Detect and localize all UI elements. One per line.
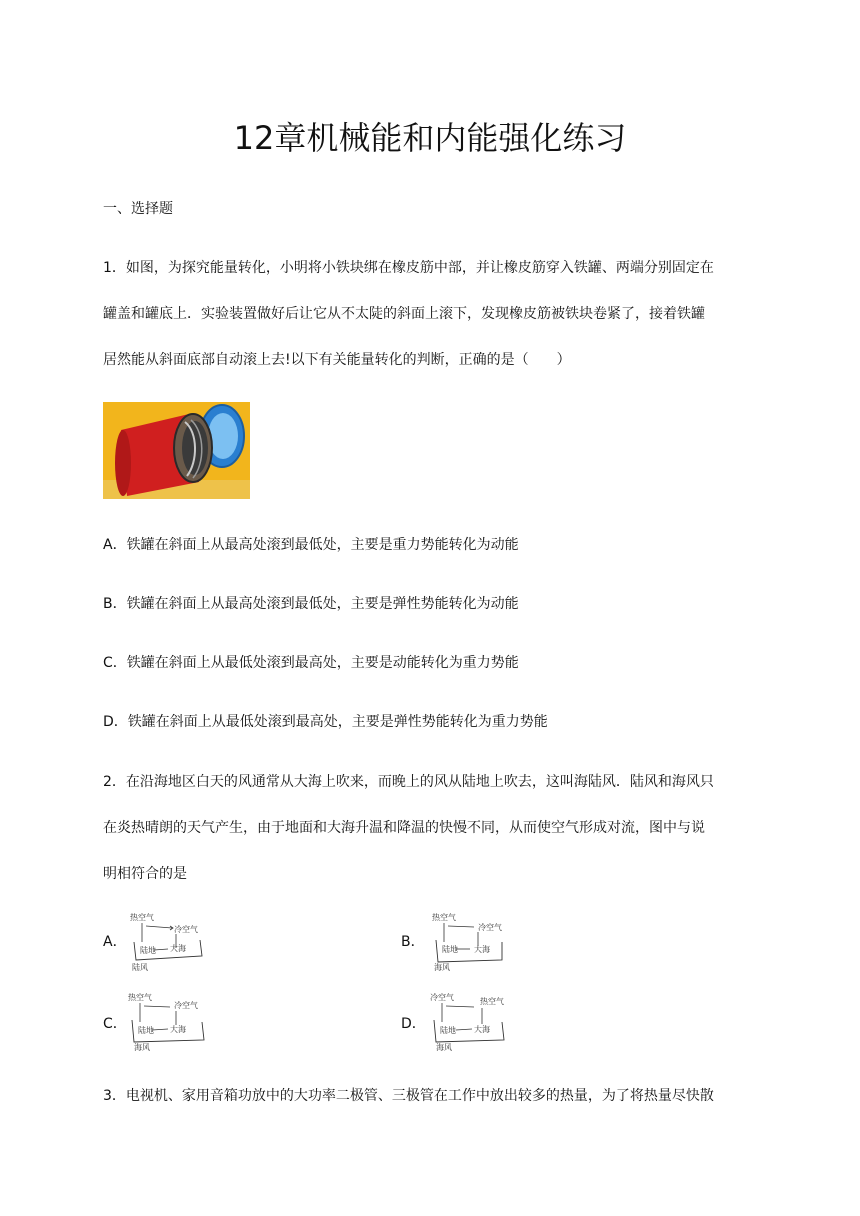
question-1-option-d: D．铁罐在斜面上从最低处滚到最高处，主要是弹性势能转化为重力势能 — [103, 714, 548, 730]
question-1-line-1: 1．如图，为探究能量转化，小明将小铁块绑在橡皮筋中部，并让橡皮筋穿入铁罐、两端分别固定在 — [103, 260, 714, 276]
sea-land-breeze-diagram-a — [124, 912, 206, 972]
question-2-line-1: 2．在沿海地区白天的风通常从大海上吹来，而晚上的风从陆地上吹去，这叫海陆风．陆风和海风只 — [103, 774, 714, 790]
question-2-option-d-label: D． — [401, 1016, 426, 1032]
question-1-option-c: C．铁罐在斜面上从最低处滚到最高处，主要是动能转化为重力势能 — [103, 655, 519, 671]
diagram-b-right-air: 冷空气 — [478, 923, 502, 932]
diagram-a-wind: 陆风 — [132, 963, 148, 972]
question-1-option-b: B．铁罐在斜面上从最高处滚到最低处，主要是弹性势能转化为动能 — [103, 596, 519, 612]
diagram-a-land: 陆地 — [140, 946, 156, 955]
diagram-c-left-air: 热空气 — [128, 993, 152, 1002]
question-1-line-2: 罐盖和罐底上．实验装置做好后让它从不太陡的斜面上滚下，发现橡皮筋被铁块卷紧了，接着铁罐 — [103, 306, 705, 322]
question-1-option-a: A．铁罐在斜面上从最高处滚到最低处，主要是重力势能转化为动能 — [103, 537, 519, 553]
sea-land-breeze-diagram-b — [426, 912, 508, 972]
diagram-b-left-air: 热空气 — [432, 913, 456, 922]
sea-land-breeze-diagram-d — [426, 992, 508, 1052]
diagram-b-wind: 海风 — [434, 963, 450, 972]
diagram-c-wind: 海风 — [134, 1043, 150, 1052]
diagram-c-right-air: 冷空气 — [174, 1001, 198, 1010]
question-2-option-a-label: A． — [103, 934, 127, 950]
rolling-can-photo — [103, 402, 250, 499]
diagram-d-left-air: 冷空气 — [430, 993, 454, 1002]
diagram-d-wind: 海风 — [436, 1043, 452, 1052]
diagram-a-right-air: 冷空气 — [174, 925, 198, 934]
diagram-d-right-air: 热空气 — [480, 997, 504, 1006]
diagram-b-land: 陆地 — [442, 945, 458, 954]
question-2-option-b-label: B． — [401, 934, 425, 950]
sea-land-breeze-diagram-c — [124, 992, 206, 1052]
question-2-line-2: 在炎热晴朗的天气产生，由于地面和大海升温和降温的快慢不同，从而使空气形成对流，图中与说 — [103, 820, 705, 836]
diagram-b-sea: 大海 — [474, 945, 490, 954]
diagram-a-left-air: 热空气 — [130, 913, 154, 922]
diagram-d-sea: 大海 — [474, 1025, 490, 1034]
diagram-a-sea: 大海 — [170, 944, 186, 953]
question-1-line-3: 居然能从斜面底部自动滚上去!以下有关能量转化的判断，正确的是（ ） — [103, 352, 571, 368]
question-3-line-1: 3．电视机、家用音箱功放中的大功率二极管、三极管在工作中放出较多的热量，为了将热量尽快散 — [103, 1088, 714, 1104]
diagram-c-sea: 大海 — [170, 1025, 186, 1034]
question-2-option-c-label: C． — [103, 1016, 127, 1032]
page-title: 12章机械能和内能强化练习 — [233, 119, 627, 157]
section-heading: 一、选择题 — [103, 201, 173, 217]
diagram-d-land: 陆地 — [440, 1026, 456, 1035]
diagram-c-land: 陆地 — [138, 1026, 154, 1035]
question-2-line-3: 明相符合的是 — [103, 866, 187, 882]
